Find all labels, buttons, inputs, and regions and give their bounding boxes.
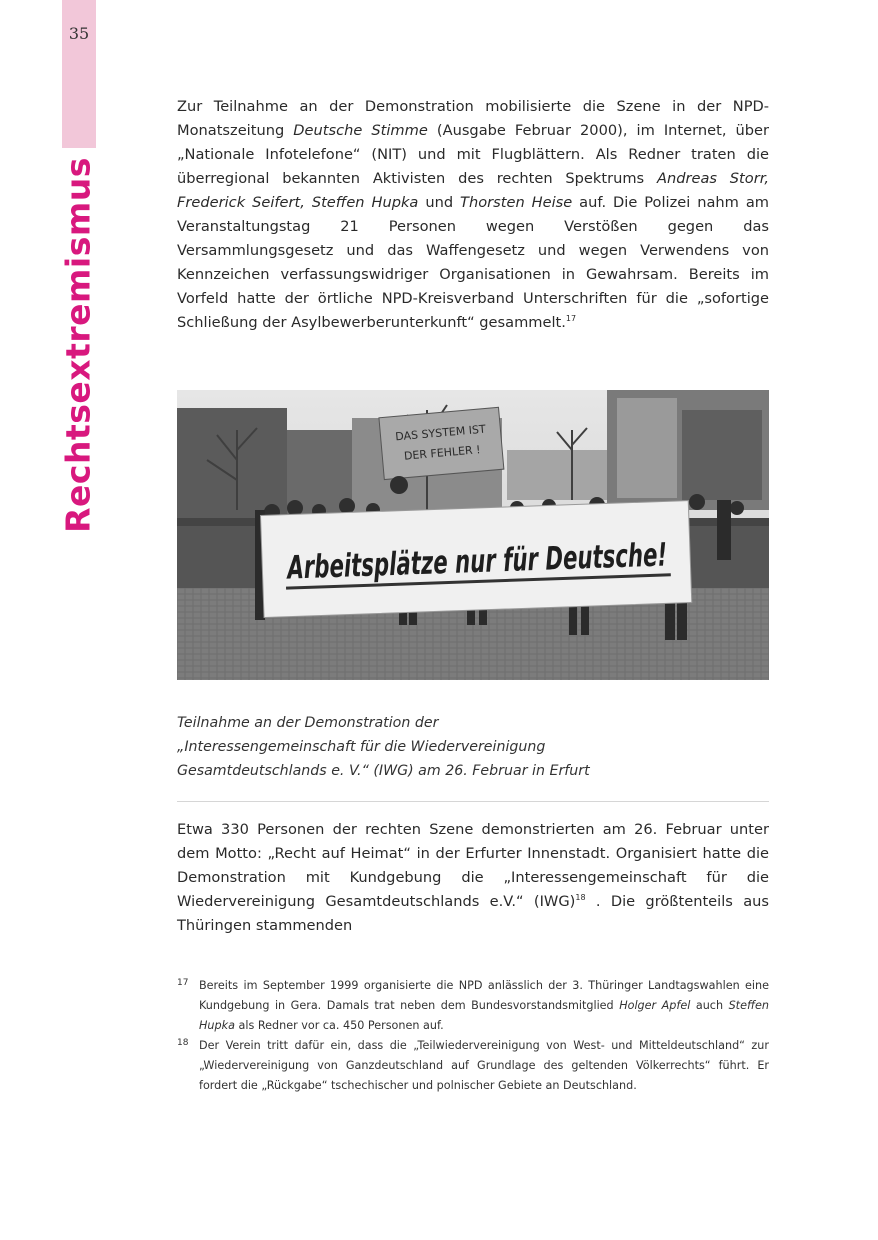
footnote-reference: 17 bbox=[565, 314, 577, 324]
chapter-side-title: Rechtsextremismus bbox=[58, 157, 98, 533]
italic-text: Deutsche Stimme bbox=[293, 122, 428, 139]
text-run: Der Verein tritt dafür ein, dass die „Teilwiedervereinigung von West- und Mitteldeutschland“ zur „Wiedervereinigung von Ganzdeutschland auf Grundlage des geltenden Völkerrechts“ führt. Er fordert die „Rückgabe“ tschechischer und polnischer Gebiete an Deutschland. bbox=[199, 1039, 769, 1092]
italic-text: Andreas Storr, Frederick Seifert, Steffen Hupka bbox=[177, 170, 770, 211]
body-paragraph-1 bbox=[177, 95, 769, 335]
text-run: als Redner vor ca. 450 Personen auf. bbox=[234, 1019, 444, 1032]
page-number: 35 bbox=[68, 24, 90, 43]
text-run: auf. Die Polizei nahm am Veranstaltungstag 21 Personen wegen Verstößen gegen das Versammlungsgesetz und das Waffengesetz und wegen Verwendens von Kennzeichen verfassungswidriger Organisationen in Gewahrsam. Bereits im Vorfeld hatte der örtliche NPD-Kreisverband Unterschriften für die „sofortige Schließung der Asylbewerberunterkunft“ gesammelt. bbox=[177, 194, 769, 331]
banner-text: Arbeitsplätze nur für Deutsche! bbox=[286, 528, 860, 587]
text-run: und bbox=[418, 194, 461, 211]
text-run: auch bbox=[690, 999, 729, 1012]
footnote-number: 17 bbox=[177, 978, 189, 988]
text-run: (Ausgabe Februar 2000), im Internet, über „Nationale Infotelefone“ (NIT) und mit Flugblättern. Als Redner traten die überregional bekannten Aktivisten des rechten Spektrums bbox=[177, 122, 770, 187]
footnote-number: 18 bbox=[177, 1038, 189, 1048]
footnote bbox=[177, 1036, 769, 1096]
caption-line: „Interessengemeinschaft für die Wiedervereinigung bbox=[177, 739, 546, 755]
text-run: Bereits im September 1999 organisierte die NPD anlässlich der 3. Thüringer Landtagswahlen eine Kundgebung in Gera. Damals trat neben dem Bundesvorstandsmitglied bbox=[199, 979, 769, 1012]
sign-text-line1: DAS SYSTEM IST bbox=[394, 422, 487, 444]
photo-caption bbox=[177, 711, 769, 783]
caption-line: Gesamtdeutschlands e. V.“ (IWG) am 26. Februar in Erfurt bbox=[177, 763, 590, 779]
italic-text: Holger Apfel bbox=[619, 999, 691, 1012]
text-run: Zur Teilnahme an der Demonstration mobilisierte die Szene in der NPD-Monatszeitung bbox=[177, 98, 769, 139]
text-run: Etwa 330 Personen der rechten Szene demonstrierten am 26. Februar unter dem Motto: „Recht auf Heimat“ in der Erfurter Innenstadt. Organisiert hatte die Demonstration mit Kundgebung die „Interessengemeinschaft für die Wiedervereinigung Gesamtdeutschlands e.V.“ (IWG) bbox=[177, 821, 769, 910]
footnote bbox=[177, 976, 769, 1036]
body-paragraph-2 bbox=[177, 818, 769, 938]
text-run: . Die größtenteils aus Thüringen stammenden bbox=[177, 893, 769, 934]
sign-text-line2: DER FEHLER ! bbox=[403, 443, 482, 463]
footnotes bbox=[177, 976, 769, 1096]
italic-text: Thorsten Heise bbox=[460, 194, 573, 211]
italic-text: Steffen Hupka bbox=[199, 999, 769, 1032]
footnote-reference: 18 bbox=[575, 893, 586, 903]
caption-divider bbox=[177, 801, 769, 802]
chapter-tab bbox=[62, 0, 96, 148]
caption-line: Teilnahme an der Demonstration der bbox=[177, 715, 439, 731]
demonstration-photo bbox=[177, 390, 860, 680]
